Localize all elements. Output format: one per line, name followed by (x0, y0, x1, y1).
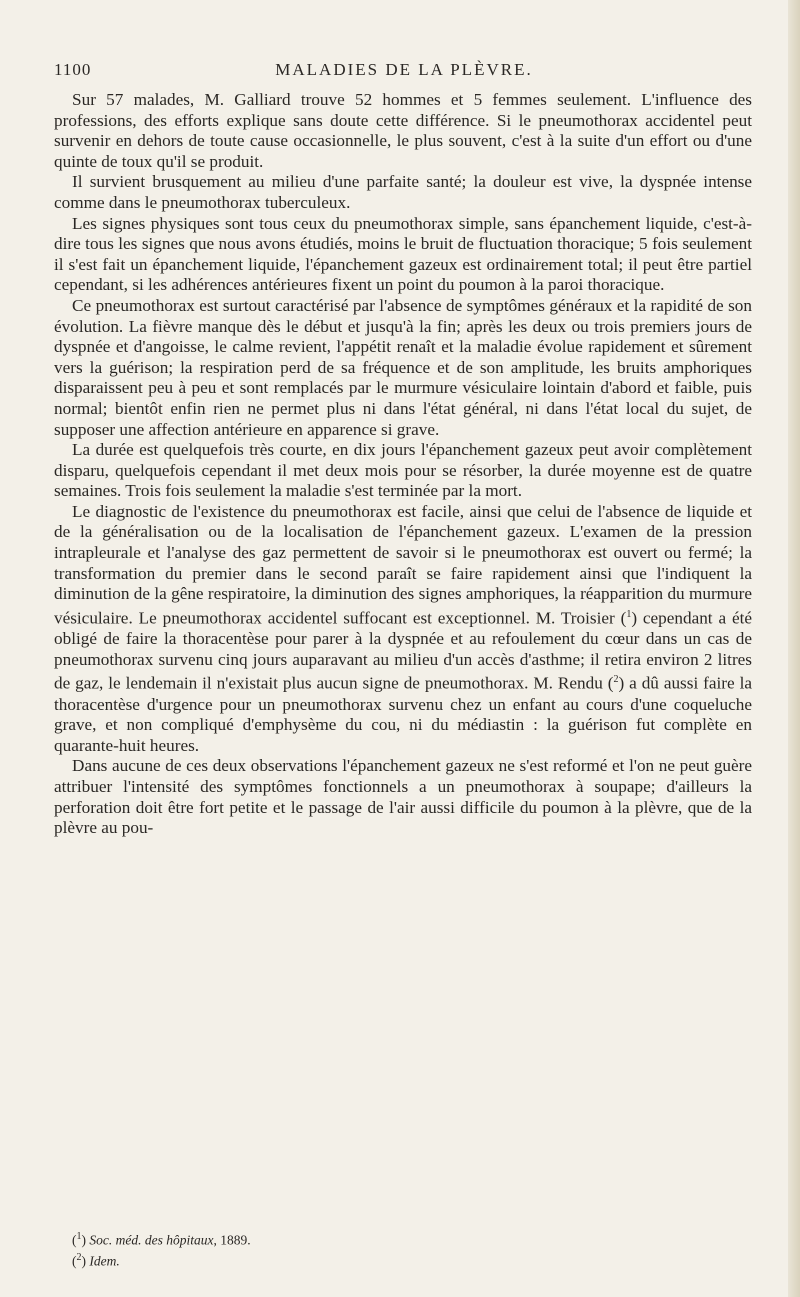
footnote-ref[interactable]: 2 (613, 674, 619, 686)
footnote: ($^1$) Soc. méd. des hôpitaux, 1889. (72, 1231, 251, 1248)
paragraph: Ce pneumothorax est surtout caractérisé par l'absence de symptômes généraux et la rapidité de son évolution. La fièvre manque dès le début et jusqu'à la fin; après les deux ou trois premiers jours de dyspnée et d'angoisse, le calme revient, l'appétit renaît et la maladie évolue rapidement et sûrement vers la guérison; la respiration perd de sa fréquence et de son amplitude, les bruits amphoriques disparaissent peu à peu et sont remplacés par le murmure vésiculaire lointain d'abord et faible, puis normal; bientôt enfin rien ne permet plus ni dans l'état général, ni dans l'état local du sujet, de supposer une affection antérieure en apparence si grave. (54, 295, 752, 439)
paragraph: Il survient brusquement au milieu d'une parfaite santé; la douleur est vive, la dyspnée intense comme dans le pneumothorax tuberculeux. (54, 172, 752, 212)
paragraph-diagnostic (54, 502, 752, 757)
paragraph: Dans aucune de ces deux observations l'épanchement gazeux ne s'est reformé et l'on ne peut guère attribuer l'intensité des symptômes fonctionnels a un pneumothorax à soupape; d'ailleurs la perforation doit être fort petite et le passage de l'air aussi difficile du poumon à la plèvre, que de la plèvre au pou- (54, 756, 752, 838)
paragraph-text: ) cependant a été obligé de faire la thoracentèse pour parer à la dyspnée et au refoulement du cœur dans un cas de pneumothorax survenu cinq jours auparavant au milieu d'un accès d'asthme; il retira environ 2 litres de gaz, le lendemain il n'existait plus aucun signe de pneumothorax. M. Rendu ( (54, 608, 752, 694)
running-title: MALADIES DE LA PLÈVRE. (275, 60, 533, 79)
paragraph: Les signes physiques sont tous ceux du pneumothorax simple, sans épanchement liquide, c'est-à-dire tous les signes que nous avons étudiés, moins le bruit de fluctuation thoracique; 5 fois seulement il s'est fait un épanchement liquide, l'épanchement gazeux est ordinairement total; il peut être partiel cependant, si les adhérences antérieures fixent un point du poumon à la paroi thoracique. (54, 213, 752, 295)
footnotes (54, 1228, 752, 1269)
footnote-mark: 2 (76, 1251, 82, 1263)
footnote-mark: 1 (76, 1231, 82, 1242)
page-edge-shadow (788, 0, 800, 1297)
footnote-year: , 1889. (213, 1232, 251, 1248)
paragraph-text: ) a dû aussi faire la thoracentèse d'urgence pour un pneumothorax survenu chez un enfant au cours d'une coqueluche grave, et non compliqué d'emphysème du cou, ni du médiastin : la guérison fut complète en quarante-huit heures. (54, 674, 752, 755)
body-text (54, 90, 752, 839)
footnote-source: Idem. (89, 1253, 120, 1268)
paragraph-text: Le diagnostic de l'existence du pneumothorax est facile, ainsi que celui de l'absence de liquide et de la généralisation ou de la localisation de l'épanchement gazeux. L'examen de la pression intrapleurale et l'analyse des gaz permettent de savoir si le pneumothorax est ouvert ou fermé; la transformation du premier dans le second paraît se faire rapidement ainsi que l'indiquent la diminution de la gêne respiratoire, la diminution des signes amphoriques, la réapparition du murmure vésiculaire. Le pneumothorax accidentel suffocant est exceptionnel. M. Troisier ( (54, 501, 752, 628)
footnote: ($^2$) Idem. (72, 1251, 120, 1268)
footnote-source: Soc. méd. des hôpitaux (89, 1232, 214, 1248)
page-header (54, 60, 754, 86)
paragraph: La durée est quelquefois très courte, en dix jours l'épanchement gazeux peut avoir complètement disparu, quelquefois cependant il met deux mois pour se résorber, la durée moyenne est de quatre semaines. Trois fois seulement la maladie s'est terminée par la mort. (54, 440, 752, 501)
footnote-ref[interactable]: 1 (626, 608, 632, 620)
page-number: 1100 (54, 60, 92, 79)
paragraph: Sur 57 malades, M. Galliard trouve 52 hommes et 5 femmes seulement. L'influence des professions, des efforts explique sans doute cette différence. Si le pneumothorax accidentel peut survenir en dehors de toute cause occasionnelle, le plus souvent, c'est à la suite d'un effort ou d'une quinte de toux qu'il se produit. (54, 90, 752, 171)
